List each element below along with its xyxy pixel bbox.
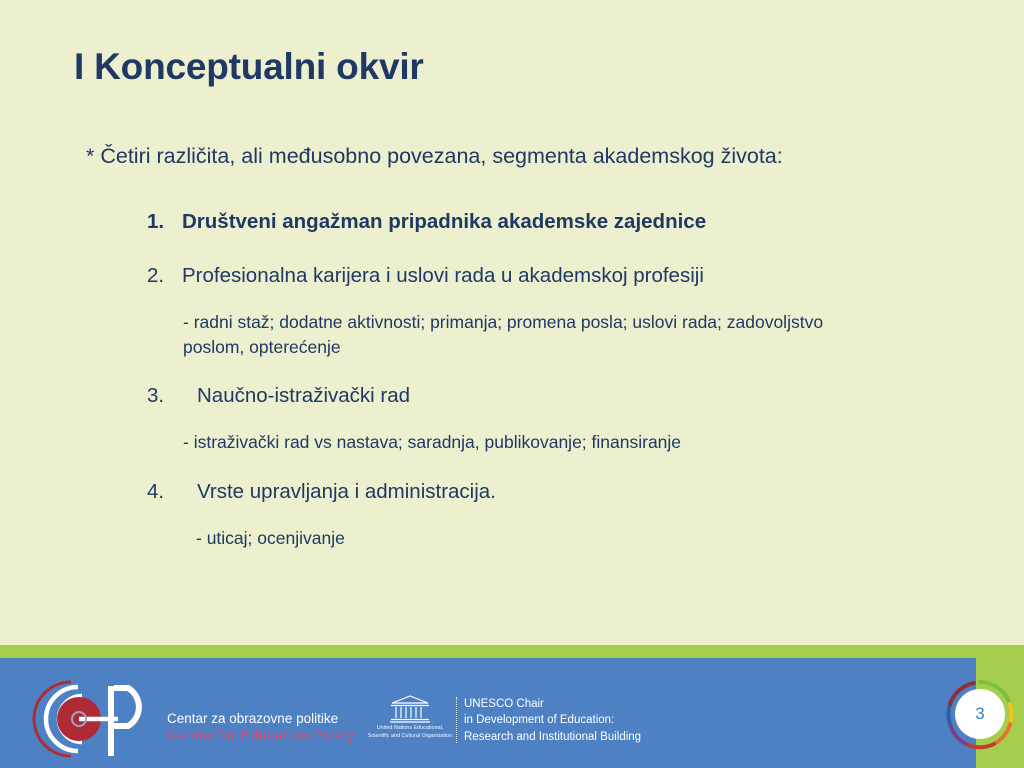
list-item bbox=[147, 264, 1024, 288]
page-number: 3 bbox=[975, 704, 985, 723]
list-item-number: 4. bbox=[147, 479, 165, 503]
list-item bbox=[147, 480, 1024, 504]
slide-subtitle: * Četiri različita, ali međusobno povezana, segmenta akademskog života: bbox=[86, 144, 783, 168]
spacer bbox=[0, 408, 1024, 430]
spacer bbox=[0, 288, 1024, 310]
unesco-divider bbox=[456, 697, 457, 743]
cep-logo-icon bbox=[32, 676, 154, 762]
list-item-number: 3. bbox=[147, 383, 165, 407]
cep-name-block bbox=[167, 710, 355, 745]
green-divider-strip bbox=[0, 645, 1024, 658]
list-item-label: Naučno-istraživački rad bbox=[197, 383, 411, 407]
unesco-line-1: UNESCO Chair bbox=[464, 698, 544, 710]
unesco-caption-line1: United Nations Educational, bbox=[376, 725, 444, 731]
unesco-chair-text bbox=[464, 694, 641, 745]
list-item-label: Profesionalna karijera i uslovi rada u akademskoj profesiji bbox=[182, 264, 704, 287]
list-item-label: Vrste upravljanja i administracija. bbox=[197, 479, 496, 503]
list-item-subtext: - istraživački rad vs nastava; saradnja, publikovanje; finansiranje bbox=[183, 431, 682, 452]
list-item-number: 2. bbox=[147, 264, 165, 287]
unesco-line-2: in Development of Education: bbox=[464, 714, 615, 727]
spacer bbox=[0, 234, 1024, 264]
spacer bbox=[0, 455, 1024, 480]
unesco-line-3: Research and Institutional Building bbox=[464, 730, 642, 743]
spacer bbox=[0, 360, 1024, 384]
list-item-label: Društveni angažman pripadnika akademske zajednice bbox=[182, 210, 707, 233]
cep-name-english: Centre for Education Policy bbox=[167, 728, 355, 744]
unesco-caption-line2: Scientific and Cultural Organization bbox=[367, 733, 453, 740]
unesco-temple-icon bbox=[366, 694, 454, 741]
page-number-badge bbox=[944, 678, 1016, 750]
numbered-list bbox=[0, 210, 1024, 550]
list-item-subtext: - radni staž; dodatne aktivnosti; primanja; promena posla; uslovi rada; zadovoljstvo poslom, opterećenje bbox=[183, 312, 824, 357]
list-item bbox=[147, 384, 1024, 408]
spacer bbox=[0, 504, 1024, 526]
cep-name-local: Centar za obrazovne politike bbox=[167, 711, 339, 726]
list-item-number: 1. bbox=[147, 210, 165, 233]
list-item-subtext: - uticaj; ocenjivanje bbox=[196, 527, 345, 548]
page-title: I Konceptualni okvir bbox=[74, 46, 424, 87]
list-item bbox=[147, 210, 1024, 234]
unesco-block bbox=[366, 694, 641, 745]
